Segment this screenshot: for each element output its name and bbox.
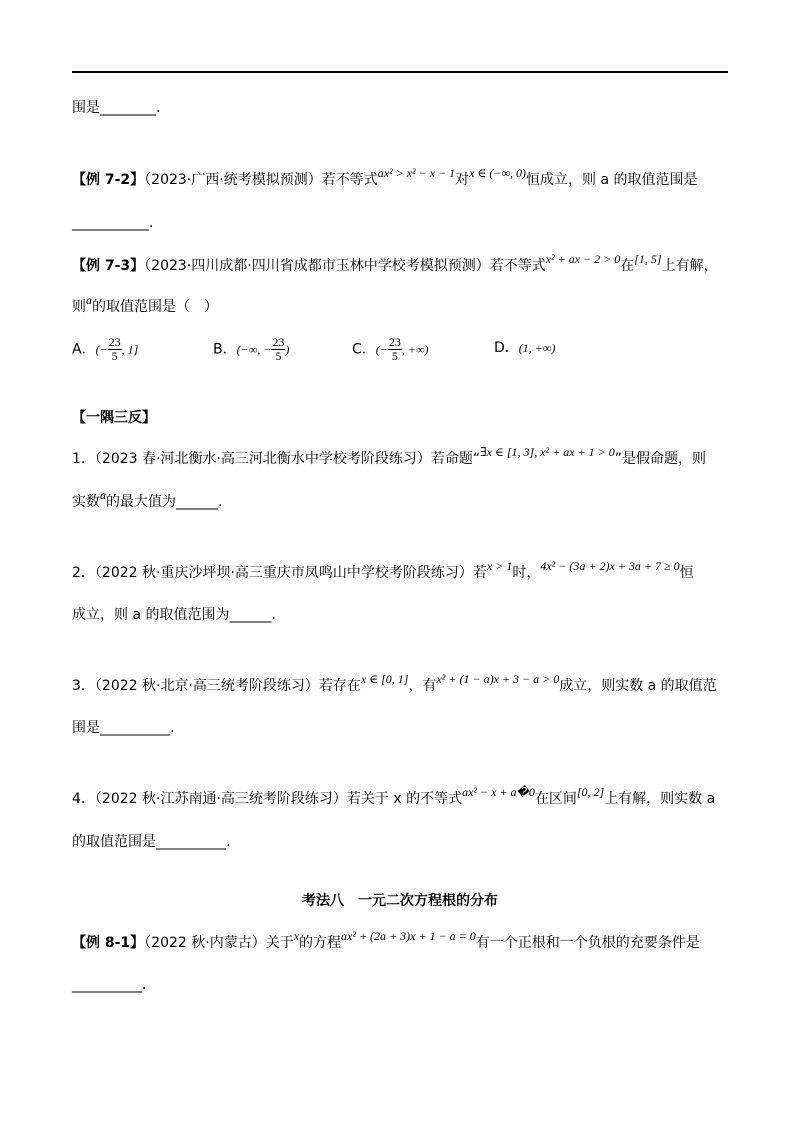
question-1	[72, 445, 707, 469]
section-title: 【一隅三反】	[72, 410, 156, 426]
proposition: ∃x ∈ [1, 3], x² + ax + 1 > 0	[480, 445, 615, 459]
interval-expression: [0, 2]	[576, 785, 605, 799]
option-label: D．	[494, 340, 519, 356]
source-text: （2022 秋·江苏南通·高三统考阶段练习）若关于 x 的不等式	[94, 791, 463, 807]
source-text: （2023·广西·统考模拟预测）若不等式	[144, 172, 378, 188]
fraction-denominator: 5	[111, 349, 118, 363]
fraction	[108, 336, 122, 363]
fraction-numerator: 23	[272, 335, 285, 349]
equation: ax² + (2a + 3)x + 1 − a = 0	[341, 929, 476, 943]
fraction	[388, 336, 402, 363]
fraction-numerator: 23	[388, 335, 401, 349]
option-suffix: , 1]	[121, 342, 139, 357]
option-d[interactable]	[494, 338, 555, 358]
section-heading-8	[0, 890, 800, 910]
continuation-text: 围是________.	[72, 100, 161, 116]
continuation-line	[72, 98, 160, 118]
question-text: 实数	[72, 494, 100, 510]
answer-blank: __________.	[72, 977, 147, 993]
condition: x ∈ [0, 1]	[360, 672, 409, 686]
source-text: （2022 秋·重庆沙坪坝·高三重庆市凤鸣山中学校考阶段练习）若	[94, 565, 487, 581]
question-number: 2．	[72, 565, 95, 581]
question-number: 3．	[72, 678, 95, 694]
question-number: 4．	[72, 791, 95, 807]
inequality: x² + (1 − a)x + 3 − a > 0	[436, 672, 560, 686]
answer-blank: ___________.	[72, 215, 154, 231]
connector-text: 对	[455, 172, 470, 188]
option-label: A．	[72, 341, 96, 358]
example-7-3	[72, 252, 718, 276]
question-text: 则	[72, 299, 86, 315]
example-tag: 【例 7-2】	[72, 172, 145, 188]
question-4	[72, 785, 716, 809]
connector-text: 的方程	[299, 935, 342, 951]
connector-text: 在	[620, 258, 635, 274]
question-2	[72, 559, 694, 583]
question-1-line2	[72, 488, 223, 512]
option-a[interactable]	[72, 336, 138, 363]
source-text: （2023·四川成都·四川省成都市玉林中学校考模拟预测）若不等式	[144, 258, 546, 274]
source-text: （2022 秋·北京·高三统考阶段练习）若存在	[94, 678, 361, 694]
inequality: 4x² − (3a + 2)x + 3a + 7 ≥ 0	[540, 559, 680, 573]
option-prefix: (−	[375, 342, 388, 357]
option-prefix: (−	[95, 342, 108, 357]
option-c[interactable]	[352, 336, 429, 363]
option-suffix: , +∞)	[401, 342, 429, 357]
question-text: 上有解，	[661, 258, 718, 274]
fraction	[271, 336, 285, 363]
question-text: 恒	[679, 565, 694, 581]
question-3	[72, 672, 717, 696]
fraction-denominator: 5	[391, 349, 398, 363]
interval-expression: [1, 5]	[634, 252, 662, 266]
option-label: B．	[213, 341, 237, 358]
question-text: 恒成立，则 a 的取值范围是	[526, 172, 698, 188]
option-label: C．	[352, 341, 376, 358]
domain-expression: x ∈ (−∞, 0)	[469, 166, 527, 180]
question-text: 的最大值为______.	[106, 494, 223, 510]
source-text: （2023 春·河北衡水·高三河北衡水中学校考阶段练习）若命题“	[94, 451, 481, 467]
fraction-denominator: 5	[275, 349, 282, 363]
question-text: 围是__________.	[72, 720, 175, 736]
option-prefix: (−∞, −	[236, 342, 272, 357]
example-8-1	[72, 929, 700, 953]
question-number: 1．	[72, 451, 95, 467]
question-2-line2	[72, 605, 276, 625]
variable: x	[293, 929, 300, 943]
inequality: ax² > x² − x − 1	[377, 166, 456, 180]
question-text: ”是假命题，则	[614, 451, 707, 467]
header-rule	[72, 71, 728, 73]
connector-text: 时，	[512, 565, 541, 581]
example-7-2-blank-line	[72, 213, 153, 233]
condition: x > 1	[486, 559, 513, 573]
question-3-line2	[72, 718, 174, 738]
option-suffix: )	[285, 342, 290, 357]
connector-text: 在区间	[534, 791, 577, 807]
example-tag: 【例 7-3】	[72, 258, 145, 274]
example-7-2	[72, 166, 698, 190]
variable: a	[86, 293, 92, 307]
section-heading-yi	[72, 408, 156, 428]
question-text: 的取值范围是（ ）	[92, 299, 218, 315]
example-8-1-blank-line	[72, 975, 146, 995]
option-b[interactable]	[213, 336, 289, 363]
source-text: （2022 秋·内蒙古）关于	[144, 935, 294, 951]
inequality: x² + ax − 2 > 0	[545, 252, 621, 266]
question-text: 上有解，则实数 a	[604, 791, 716, 807]
question-text: 成立，则 a 的取值范围为______.	[72, 607, 276, 623]
option-value: (1, +∞)	[518, 341, 556, 355]
question-text: 的取值范围是__________.	[72, 834, 231, 850]
question-4-line2	[72, 832, 230, 852]
example-tag: 【例 8-1】	[72, 935, 145, 951]
inequality: ax² − x + a�0	[462, 785, 535, 799]
section-title: 考法八 一元二次方程根的分布	[302, 893, 498, 909]
example-7-3-line2	[72, 293, 218, 317]
question-text: 有一个正根和一个负根的充要条件是	[475, 935, 700, 951]
question-text: 成立，则实数 a 的取值范	[559, 678, 717, 694]
connector-text: ，有	[408, 678, 437, 694]
fraction-numerator: 23	[108, 335, 121, 349]
variable: a	[100, 488, 106, 502]
